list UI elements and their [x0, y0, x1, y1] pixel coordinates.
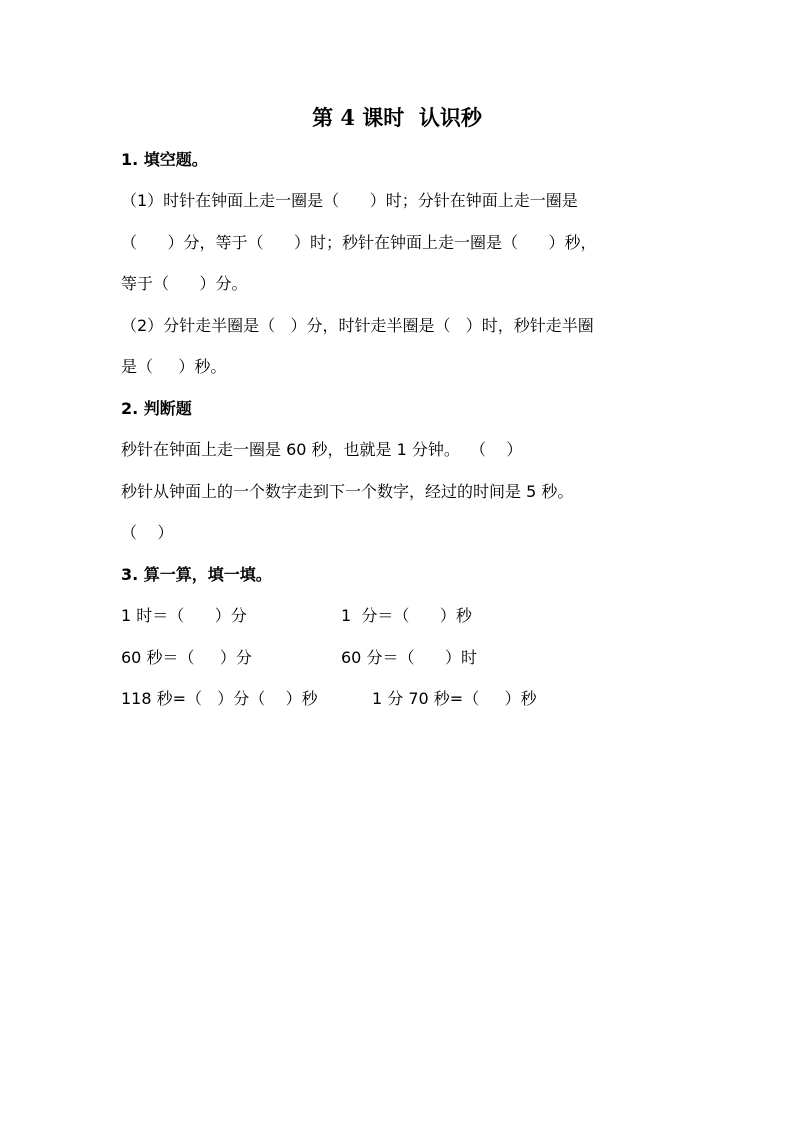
- question-2-line-2: 是（ ）秒。: [121, 357, 227, 376]
- judgement-1: 秒针在钟面上走一圈是 60 秒，也就是 1 分钟。 （ ）: [121, 440, 523, 459]
- page-title: 第 4 课时 认识秒: [312, 105, 482, 130]
- calc-item: 1 分 70 秒=（ ）秒: [372, 689, 537, 708]
- section-3-heading: 3. 算一算，填一填。: [121, 565, 272, 584]
- judgement-2: 秒针从钟面上的一个数字走到下一个数字，经过的时间是 5 秒。: [121, 482, 574, 501]
- question-2-line-1: （2）分针走半圈是（ ）分，时针走半圈是（ ）时，秒针走半圈: [121, 316, 594, 335]
- question-1-line-1: （1）时针在钟面上走一圈是（ ）时；分针在钟面上走一圈是: [121, 191, 578, 210]
- calc-item: 118 秒=（ ）分（ ）秒: [121, 689, 318, 708]
- question-1-line-3: 等于（ ）分。: [121, 274, 248, 293]
- calc-item: 60 秒＝（ ）分: [121, 648, 252, 667]
- question-1-line-2: （ ）分，等于（ ）时；秒针在钟面上走一圈是（ ）秒，: [121, 233, 597, 252]
- section-1-heading: 1. 填空题。: [121, 150, 208, 169]
- calc-item: 1 时＝（ ）分: [121, 606, 247, 625]
- section-2-heading: 2. 判断题: [121, 399, 192, 418]
- calc-item: 60 分＝（ ）时: [341, 648, 477, 667]
- judgement-2-bracket: （ ）: [121, 523, 174, 542]
- calc-item: 1 分＝（ ）秒: [341, 606, 472, 625]
